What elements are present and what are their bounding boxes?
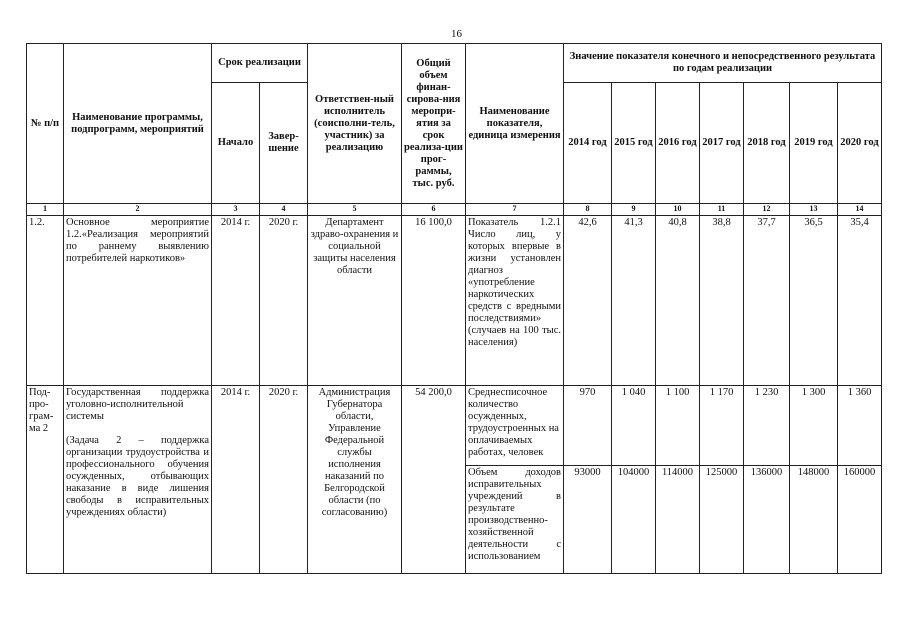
row-name: Основное мероприятие 1.2.«Реализация мероприятий по раннему выявлению потребителей наркотиков»	[64, 216, 212, 386]
header-year: 2014 год	[564, 83, 612, 204]
header-year: 2017 год	[700, 83, 744, 204]
row-end: 2020 г.	[260, 386, 308, 574]
row-value: 1 230	[744, 386, 790, 466]
row-indicator: Среднесписочное количество осужденных, трудоустроенных на оплачиваемых работах, человек	[466, 386, 564, 466]
header-year: 2018 год	[744, 83, 790, 204]
row-task: (Задача 2 – поддержка организации трудоустройства и профессионального обучения осужденных, отбывающих наказание в виде лишения свободы в исправительных учреждениях области)	[66, 435, 209, 518]
row-indicator: Показатель 1.2.1 Число лиц, у которых впервые в жизни установлен диагноз «употребление наркотических средств с вредными последствиями» (случаев на 100 тыс. населения)	[466, 216, 564, 386]
row-indicator: Объем доходов исправительных учреждений в результате производственно-хозяйственной деятельности с использованием	[466, 466, 564, 574]
column-index: 8	[564, 204, 612, 216]
row-value: 36,5	[790, 216, 838, 386]
column-index: 12	[744, 204, 790, 216]
row-value: 970	[564, 386, 612, 466]
column-index: 13	[790, 204, 838, 216]
header-start: Начало	[212, 83, 260, 204]
table-row	[27, 216, 882, 386]
row-num: 1.2.	[27, 216, 64, 386]
header-year: 2015 год	[612, 83, 656, 204]
row-value: 136000	[744, 466, 790, 574]
row-start: 2014 г.	[212, 386, 260, 574]
row-volume: 16 100,0	[402, 216, 466, 386]
header-name: Наименование программы, подпрограмм, мероприятий	[64, 44, 212, 204]
row-value: 1 360	[838, 386, 882, 466]
row-value: 41,3	[612, 216, 656, 386]
column-index: 4	[260, 204, 308, 216]
column-index: 1	[27, 204, 64, 216]
column-index: 14	[838, 204, 882, 216]
header-end: Завер-шение	[260, 83, 308, 204]
column-index: 3	[212, 204, 260, 216]
header-period: Срок реализации	[212, 44, 308, 83]
row-value: 93000	[564, 466, 612, 574]
program-table	[26, 43, 882, 574]
column-index: 2	[64, 204, 212, 216]
row-value: 1 300	[790, 386, 838, 466]
header-year: 2020 год	[838, 83, 882, 204]
row-name-cell	[64, 386, 212, 574]
row-executor: Департамент здраво-охранения и социальной защиты населения области	[308, 216, 402, 386]
row-value: 42,6	[564, 216, 612, 386]
column-index: 7	[466, 204, 564, 216]
row-value: 35,4	[838, 216, 882, 386]
page-number: 16	[451, 28, 462, 40]
header-values-title: Значение показателя конечного и непосредственного результата по годам реализации	[564, 44, 882, 83]
column-index: 5	[308, 204, 402, 216]
header-executor: Ответствен-ный исполнитель (соисполни-тель, участник) за реализацию	[308, 44, 402, 204]
table-row	[27, 386, 882, 466]
column-index: 10	[656, 204, 700, 216]
row-value: 1 100	[656, 386, 700, 466]
column-index: 11	[700, 204, 744, 216]
row-value: 104000	[612, 466, 656, 574]
column-index: 9	[612, 204, 656, 216]
column-index: 6	[402, 204, 466, 216]
row-start: 2014 г.	[212, 216, 260, 386]
header-volume: Общий объем финан-сирова-ния меропри-ятия за срок реализа-ции прог-раммы, тыс. руб.	[402, 44, 466, 204]
row-value: 38,8	[700, 216, 744, 386]
row-end: 2020 г.	[260, 216, 308, 386]
row-value: 37,7	[744, 216, 790, 386]
header-num: № п/п	[27, 44, 64, 204]
row-value: 160000	[838, 466, 882, 574]
row-value: 114000	[656, 466, 700, 574]
header-indicator: Наименование показателя, единица измерения	[466, 44, 564, 204]
header-year: 2016 год	[656, 83, 700, 204]
row-value: 1 170	[700, 386, 744, 466]
row-name: Государственная поддержка уголовно-исполнительной системы	[66, 387, 209, 422]
row-num: Под-про-грам-ма 2	[27, 386, 64, 574]
row-value: 1 040	[612, 386, 656, 466]
header-year: 2019 год	[790, 83, 838, 204]
row-value: 40,8	[656, 216, 700, 386]
row-volume: 54 200,0	[402, 386, 466, 574]
row-value: 125000	[700, 466, 744, 574]
row-executor: Администрация Губернатора области, Управление Федеральной службы исполнения наказаний по Белгородской области (по согласованию)	[308, 386, 402, 574]
row-value: 148000	[790, 466, 838, 574]
